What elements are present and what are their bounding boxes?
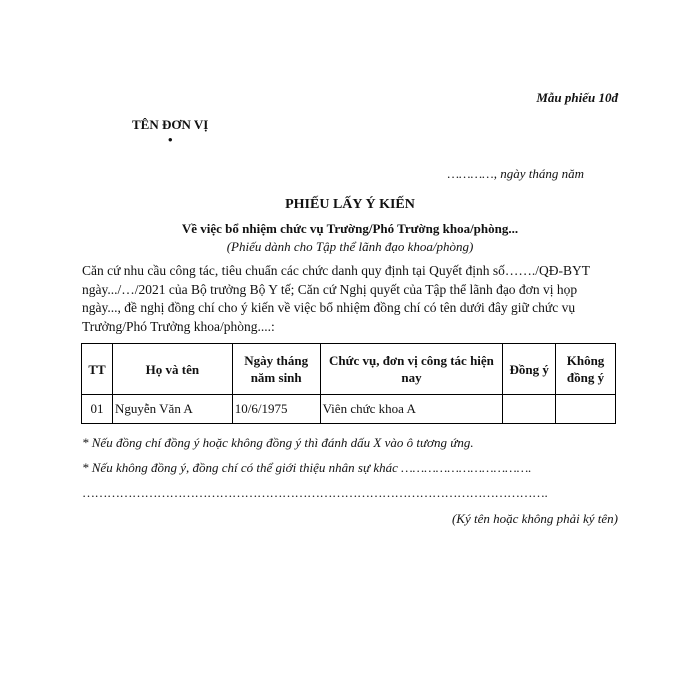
cell-tt: 01 [82, 395, 113, 424]
unit-name: TÊN ĐƠN VỊ [132, 117, 209, 132]
table-header-row [82, 344, 616, 395]
header-position [320, 344, 503, 395]
header-disagree [556, 344, 616, 395]
header-dob [232, 344, 320, 395]
header-name [112, 344, 232, 395]
cell-position: Viên chức khoa A [320, 395, 503, 424]
header-disagree-line1: Không [566, 353, 605, 368]
cell-name: Nguyễn Văn A [112, 395, 232, 424]
date-line: …………, ngày tháng năm [447, 166, 584, 181]
cell-disagree-checkbox[interactable] [556, 395, 616, 424]
header-dob-line2: năm sinh [250, 370, 302, 385]
form-code: Mẫu phiếu 10đ [536, 90, 618, 105]
header-name-label: Họ và tên [145, 361, 200, 377]
cell-dob: 10/6/1975 [232, 395, 320, 424]
cell-agree-checkbox[interactable] [503, 395, 556, 424]
header-disagree-line2: đồng ý [566, 370, 605, 385]
fill-in-dotted-line[interactable]: …………………………………………………………………………………………………. [82, 485, 548, 500]
basis-line: ngày.../…/2021 của Bộ trưởng Bộ Y tế; Căn cứ Nghị quyết của Tập thể lãnh đạo đơn vị họp [82, 281, 578, 297]
instruction-note-alternative: * Nếu không đồng ý, đồng chí có thể giới thiệu nhân sự khác ……………………………. [82, 460, 532, 475]
basis-line: Trưởng/Phó Trưởng khoa/phòng....: [82, 318, 275, 334]
header-tt [82, 344, 113, 395]
header-position-line2: nay [401, 370, 422, 385]
basis-line: ngày..., đề nghị đồng chí cho ý kiến về việc bổ nhiệm đồng chí có tên dưới đây giữ chức vụ [82, 300, 576, 315]
signature-note: (Ký tên hoặc không phải ký tên) [451, 511, 618, 526]
document-subject: Về việc bổ nhiệm chức vụ Trường/Phó Trường khoa/phòng... [181, 221, 519, 236]
header-agree [503, 344, 556, 395]
basis-line: Căn cứ nhu cầu công tác, tiêu chuẩn các chức danh quy định tại Quyết định số……./QĐ-BYT [82, 263, 590, 278]
document-audience-note: (Phiếu dành cho Tập thể lãnh đạo khoa/phòng) [226, 239, 474, 254]
header-agree-label: Đồng ý [509, 361, 549, 377]
instruction-note-mark: * Nếu đồng chí đồng ý hoặc không đồng ý thì đánh dấu X vào ô tương ứng. [82, 435, 474, 450]
header-dob-line1: Ngày tháng [244, 353, 309, 368]
legal-basis-paragraph [82, 262, 614, 336]
nomination-vote-table [81, 343, 616, 424]
unit-bullet: • [168, 132, 173, 147]
header-tt-label: TT [88, 361, 106, 377]
table-row [82, 395, 616, 424]
header-position-line1: Chức vụ, đơn vị công tác hiện [329, 353, 494, 368]
document-title: PHIẾU LẤY Ý KIẾN [285, 197, 415, 212]
